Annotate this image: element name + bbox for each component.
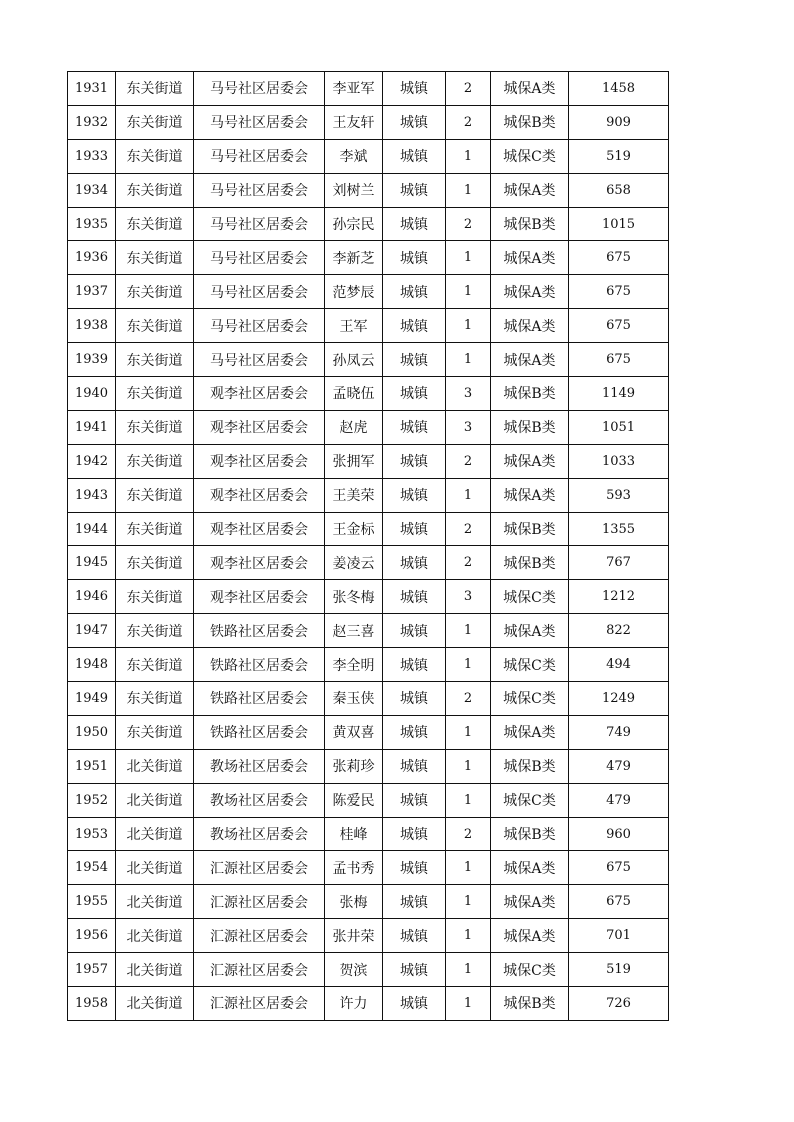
cell-household-size: 2 (446, 72, 491, 106)
table-row (68, 207, 669, 241)
cell-type: 城镇 (383, 546, 446, 580)
cell-household-size: 2 (446, 105, 491, 139)
cell-name: 张莉珍 (325, 749, 383, 783)
cell-type: 城镇 (383, 72, 446, 106)
cell-subdistrict: 东关街道 (116, 241, 194, 275)
cell-community: 汇源社区居委会 (194, 953, 325, 987)
cell-type: 城镇 (383, 749, 446, 783)
cell-amount: 1015 (569, 207, 669, 241)
cell-amount: 519 (569, 953, 669, 987)
cell-subdistrict: 东关街道 (116, 139, 194, 173)
cell-amount: 675 (569, 309, 669, 343)
cell-serial: 1944 (68, 512, 116, 546)
cell-amount: 726 (569, 987, 669, 1021)
cell-type: 城镇 (383, 207, 446, 241)
table-row (68, 478, 669, 512)
cell-name: 李斌 (325, 139, 383, 173)
cell-subdistrict: 北关街道 (116, 953, 194, 987)
cell-amount: 767 (569, 546, 669, 580)
cell-household-size: 3 (446, 377, 491, 411)
cell-serial: 1958 (68, 987, 116, 1021)
table-row (68, 139, 669, 173)
cell-type: 城镇 (383, 851, 446, 885)
cell-type: 城镇 (383, 444, 446, 478)
cell-category: 城保B类 (491, 105, 569, 139)
table-row (68, 749, 669, 783)
cell-community: 马号社区居委会 (194, 139, 325, 173)
cell-community: 铁路社区居委会 (194, 715, 325, 749)
cell-category: 城保B类 (491, 817, 569, 851)
cell-name: 姜凌云 (325, 546, 383, 580)
cell-type: 城镇 (383, 343, 446, 377)
cell-household-size: 2 (446, 682, 491, 716)
table-row (68, 885, 669, 919)
cell-household-size: 1 (446, 139, 491, 173)
cell-serial: 1948 (68, 648, 116, 682)
cell-community: 马号社区居委会 (194, 241, 325, 275)
cell-amount: 675 (569, 241, 669, 275)
cell-community: 汇源社区居委会 (194, 851, 325, 885)
cell-type: 城镇 (383, 241, 446, 275)
cell-name: 孙凤云 (325, 343, 383, 377)
cell-serial: 1943 (68, 478, 116, 512)
cell-subdistrict: 北关街道 (116, 987, 194, 1021)
cell-category: 城保A类 (491, 343, 569, 377)
cell-amount: 1051 (569, 410, 669, 444)
cell-category: 城保B类 (491, 749, 569, 783)
cell-subdistrict: 东关街道 (116, 546, 194, 580)
cell-category: 城保B类 (491, 987, 569, 1021)
cell-category: 城保A类 (491, 72, 569, 106)
cell-type: 城镇 (383, 885, 446, 919)
cell-type: 城镇 (383, 139, 446, 173)
cell-category: 城保A类 (491, 919, 569, 953)
table-row (68, 444, 669, 478)
cell-category: 城保C类 (491, 580, 569, 614)
cell-name: 范梦辰 (325, 275, 383, 309)
cell-type: 城镇 (383, 817, 446, 851)
cell-type: 城镇 (383, 919, 446, 953)
cell-serial: 1952 (68, 783, 116, 817)
cell-amount: 822 (569, 614, 669, 648)
cell-serial: 1949 (68, 682, 116, 716)
cell-amount: 1033 (569, 444, 669, 478)
cell-subdistrict: 东关街道 (116, 309, 194, 343)
cell-type: 城镇 (383, 783, 446, 817)
cell-category: 城保B类 (491, 377, 569, 411)
cell-community: 观李社区居委会 (194, 444, 325, 478)
cell-community: 马号社区居委会 (194, 207, 325, 241)
cell-amount: 960 (569, 817, 669, 851)
cell-household-size: 1 (446, 173, 491, 207)
cell-serial: 1951 (68, 749, 116, 783)
cell-subdistrict: 北关街道 (116, 817, 194, 851)
cell-household-size: 2 (446, 512, 491, 546)
cell-name: 孟晓伍 (325, 377, 383, 411)
cell-serial: 1941 (68, 410, 116, 444)
cell-community: 马号社区居委会 (194, 105, 325, 139)
cell-serial: 1938 (68, 309, 116, 343)
cell-household-size: 1 (446, 783, 491, 817)
table-row (68, 817, 669, 851)
cell-community: 观李社区居委会 (194, 478, 325, 512)
cell-household-size: 3 (446, 580, 491, 614)
cell-subdistrict: 东关街道 (116, 580, 194, 614)
table-row (68, 72, 669, 106)
table-row (68, 512, 669, 546)
cell-household-size: 1 (446, 987, 491, 1021)
cell-household-size: 1 (446, 478, 491, 512)
cell-household-size: 1 (446, 648, 491, 682)
cell-serial: 1957 (68, 953, 116, 987)
cell-name: 张井荣 (325, 919, 383, 953)
cell-category: 城保A类 (491, 851, 569, 885)
cell-name: 刘树兰 (325, 173, 383, 207)
cell-category: 城保B类 (491, 207, 569, 241)
cell-name: 黄双喜 (325, 715, 383, 749)
cell-serial: 1933 (68, 139, 116, 173)
cell-type: 城镇 (383, 377, 446, 411)
cell-household-size: 1 (446, 715, 491, 749)
cell-subdistrict: 东关街道 (116, 444, 194, 478)
cell-subdistrict: 北关街道 (116, 783, 194, 817)
cell-name: 秦玉侠 (325, 682, 383, 716)
cell-household-size: 2 (446, 207, 491, 241)
records-table (67, 71, 669, 1021)
cell-type: 城镇 (383, 275, 446, 309)
table-row (68, 851, 669, 885)
cell-type: 城镇 (383, 987, 446, 1021)
cell-serial: 1931 (68, 72, 116, 106)
cell-subdistrict: 北关街道 (116, 851, 194, 885)
cell-category: 城保C类 (491, 953, 569, 987)
cell-name: 王美荣 (325, 478, 383, 512)
cell-amount: 593 (569, 478, 669, 512)
cell-community: 观李社区居委会 (194, 546, 325, 580)
cell-amount: 1212 (569, 580, 669, 614)
cell-serial: 1953 (68, 817, 116, 851)
cell-name: 王金标 (325, 512, 383, 546)
cell-subdistrict: 东关街道 (116, 173, 194, 207)
cell-category: 城保C类 (491, 139, 569, 173)
cell-subdistrict: 东关街道 (116, 105, 194, 139)
cell-category: 城保A类 (491, 241, 569, 275)
cell-community: 马号社区居委会 (194, 275, 325, 309)
table-row (68, 919, 669, 953)
records-sheet (67, 71, 669, 1021)
cell-subdistrict: 东关街道 (116, 410, 194, 444)
cell-amount: 658 (569, 173, 669, 207)
cell-community: 铁路社区居委会 (194, 648, 325, 682)
cell-community: 汇源社区居委会 (194, 987, 325, 1021)
cell-category: 城保B类 (491, 410, 569, 444)
cell-household-size: 1 (446, 851, 491, 885)
cell-amount: 701 (569, 919, 669, 953)
cell-serial: 1950 (68, 715, 116, 749)
cell-household-size: 2 (446, 444, 491, 478)
cell-name: 张拥军 (325, 444, 383, 478)
cell-type: 城镇 (383, 715, 446, 749)
table-row (68, 546, 669, 580)
cell-name: 李新芝 (325, 241, 383, 275)
cell-serial: 1932 (68, 105, 116, 139)
table-body (68, 72, 669, 1021)
cell-subdistrict: 东关街道 (116, 377, 194, 411)
cell-amount: 1355 (569, 512, 669, 546)
table-row (68, 580, 669, 614)
cell-subdistrict: 东关街道 (116, 715, 194, 749)
cell-amount: 479 (569, 749, 669, 783)
cell-amount: 519 (569, 139, 669, 173)
cell-household-size: 1 (446, 343, 491, 377)
cell-community: 观李社区居委会 (194, 512, 325, 546)
cell-name: 赵三喜 (325, 614, 383, 648)
cell-category: 城保A类 (491, 309, 569, 343)
cell-type: 城镇 (383, 309, 446, 343)
cell-amount: 494 (569, 648, 669, 682)
cell-community: 马号社区居委会 (194, 343, 325, 377)
cell-category: 城保A类 (491, 478, 569, 512)
cell-name: 许力 (325, 987, 383, 1021)
cell-amount: 1249 (569, 682, 669, 716)
cell-category: 城保A类 (491, 715, 569, 749)
table-row (68, 682, 669, 716)
table-row (68, 987, 669, 1021)
cell-amount: 1149 (569, 377, 669, 411)
cell-type: 城镇 (383, 173, 446, 207)
cell-type: 城镇 (383, 614, 446, 648)
cell-category: 城保C类 (491, 783, 569, 817)
table-row (68, 275, 669, 309)
table-row (68, 953, 669, 987)
cell-subdistrict: 东关街道 (116, 648, 194, 682)
cell-subdistrict: 东关街道 (116, 275, 194, 309)
cell-household-size: 1 (446, 919, 491, 953)
cell-amount: 749 (569, 715, 669, 749)
cell-name: 王军 (325, 309, 383, 343)
cell-serial: 1939 (68, 343, 116, 377)
cell-category: 城保B类 (491, 546, 569, 580)
cell-subdistrict: 东关街道 (116, 207, 194, 241)
cell-community: 汇源社区居委会 (194, 919, 325, 953)
cell-amount: 675 (569, 851, 669, 885)
cell-name: 孟书秀 (325, 851, 383, 885)
cell-serial: 1936 (68, 241, 116, 275)
cell-serial: 1954 (68, 851, 116, 885)
cell-category: 城保B类 (491, 512, 569, 546)
cell-serial: 1942 (68, 444, 116, 478)
cell-serial: 1956 (68, 919, 116, 953)
table-row (68, 105, 669, 139)
cell-household-size: 1 (446, 241, 491, 275)
cell-household-size: 1 (446, 953, 491, 987)
cell-type: 城镇 (383, 953, 446, 987)
table-row (68, 648, 669, 682)
cell-type: 城镇 (383, 410, 446, 444)
cell-type: 城镇 (383, 105, 446, 139)
cell-type: 城镇 (383, 682, 446, 716)
cell-community: 铁路社区居委会 (194, 682, 325, 716)
cell-community: 铁路社区居委会 (194, 614, 325, 648)
cell-community: 观李社区居委会 (194, 377, 325, 411)
cell-community: 观李社区居委会 (194, 580, 325, 614)
cell-category: 城保A类 (491, 614, 569, 648)
cell-serial: 1935 (68, 207, 116, 241)
cell-household-size: 1 (446, 885, 491, 919)
cell-serial: 1955 (68, 885, 116, 919)
cell-category: 城保A类 (491, 444, 569, 478)
cell-subdistrict: 东关街道 (116, 512, 194, 546)
cell-category: 城保C类 (491, 648, 569, 682)
cell-serial: 1934 (68, 173, 116, 207)
cell-community: 马号社区居委会 (194, 173, 325, 207)
cell-name: 张冬梅 (325, 580, 383, 614)
cell-amount: 675 (569, 275, 669, 309)
cell-name: 贺滨 (325, 953, 383, 987)
cell-community: 观李社区居委会 (194, 410, 325, 444)
cell-type: 城镇 (383, 512, 446, 546)
cell-subdistrict: 北关街道 (116, 885, 194, 919)
cell-amount: 1458 (569, 72, 669, 106)
cell-household-size: 2 (446, 817, 491, 851)
table-row (68, 173, 669, 207)
table-row (68, 715, 669, 749)
cell-household-size: 1 (446, 614, 491, 648)
cell-serial: 1940 (68, 377, 116, 411)
cell-category: 城保A类 (491, 275, 569, 309)
cell-name: 李全明 (325, 648, 383, 682)
cell-serial: 1947 (68, 614, 116, 648)
cell-name: 桂峰 (325, 817, 383, 851)
cell-subdistrict: 北关街道 (116, 749, 194, 783)
table-row (68, 410, 669, 444)
cell-serial: 1945 (68, 546, 116, 580)
cell-subdistrict: 北关街道 (116, 919, 194, 953)
cell-serial: 1937 (68, 275, 116, 309)
cell-type: 城镇 (383, 580, 446, 614)
cell-name: 赵虎 (325, 410, 383, 444)
cell-subdistrict: 东关街道 (116, 478, 194, 512)
cell-amount: 675 (569, 343, 669, 377)
cell-amount: 479 (569, 783, 669, 817)
cell-household-size: 1 (446, 309, 491, 343)
cell-name: 李亚军 (325, 72, 383, 106)
cell-serial: 1946 (68, 580, 116, 614)
cell-name: 张梅 (325, 885, 383, 919)
cell-community: 教场社区居委会 (194, 783, 325, 817)
cell-name: 王友轩 (325, 105, 383, 139)
cell-category: 城保A类 (491, 885, 569, 919)
table-row (68, 343, 669, 377)
table-row (68, 377, 669, 411)
table-row (68, 783, 669, 817)
cell-amount: 909 (569, 105, 669, 139)
cell-name: 孙宗民 (325, 207, 383, 241)
cell-community: 教场社区居委会 (194, 817, 325, 851)
cell-name: 陈爱民 (325, 783, 383, 817)
cell-category: 城保A类 (491, 173, 569, 207)
cell-subdistrict: 东关街道 (116, 682, 194, 716)
cell-household-size: 2 (446, 546, 491, 580)
cell-subdistrict: 东关街道 (116, 343, 194, 377)
cell-community: 马号社区居委会 (194, 309, 325, 343)
cell-type: 城镇 (383, 478, 446, 512)
cell-category: 城保C类 (491, 682, 569, 716)
cell-household-size: 3 (446, 410, 491, 444)
cell-subdistrict: 东关街道 (116, 614, 194, 648)
cell-type: 城镇 (383, 648, 446, 682)
cell-community: 马号社区居委会 (194, 72, 325, 106)
cell-subdistrict: 东关街道 (116, 72, 194, 106)
cell-household-size: 1 (446, 749, 491, 783)
cell-community: 汇源社区居委会 (194, 885, 325, 919)
table-row (68, 614, 669, 648)
cell-household-size: 1 (446, 275, 491, 309)
cell-community: 教场社区居委会 (194, 749, 325, 783)
table-row (68, 241, 669, 275)
cell-amount: 675 (569, 885, 669, 919)
table-row (68, 309, 669, 343)
